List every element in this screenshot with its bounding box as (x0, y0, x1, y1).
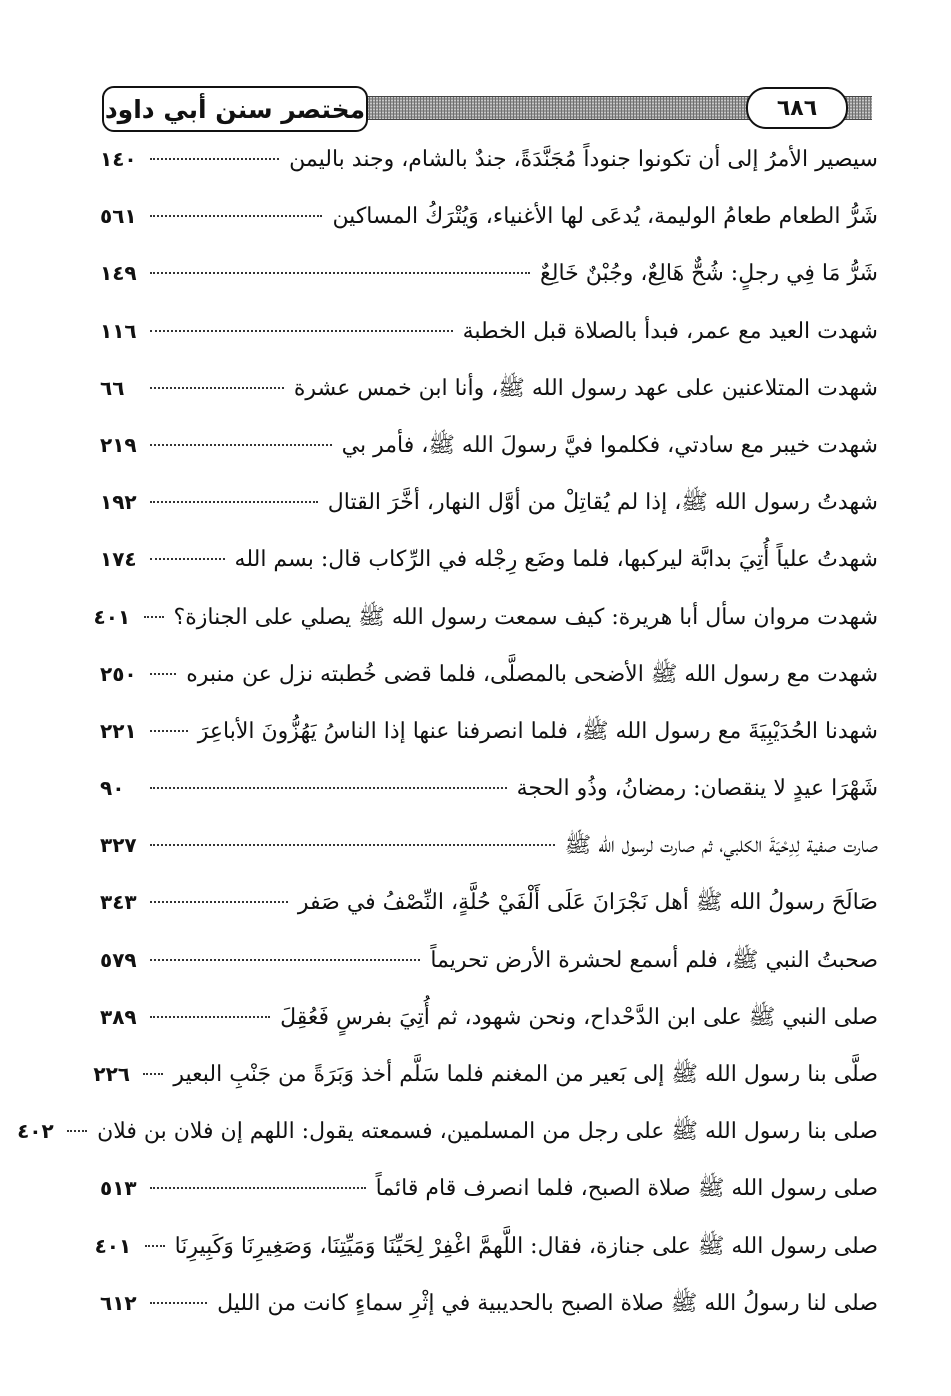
entry-page-number: ٢٢٦ (93, 1062, 130, 1086)
entry-page-number: ١٤٠ (100, 147, 137, 171)
dot-leader (150, 730, 188, 732)
dot-leader (143, 1073, 163, 1075)
index-entry (100, 941, 878, 998)
dot-leader (150, 272, 530, 274)
entry-page-number: ٢٥٠ (100, 661, 137, 686)
entry-text: صلى رسول الله ﷺ على جنازة، فقال: اللَّهمَّ اغْفِرْ لِحَيِّنَا وَمَيِّتِنَا، وَصَغِيرِنَا وَكَبِيرِنَا (174, 1233, 878, 1259)
entry-text: شهدنا الحُدَيْبِيَةَ مع رسول الله ﷺ، فلما انصرفنا عنها إذا الناسُ يَهُزُّونَ الأباعِرَ (197, 718, 878, 744)
index-entry (100, 483, 878, 540)
index-entry (100, 312, 878, 369)
book-title: مختصر سنن أبي داود (102, 86, 368, 132)
entry-page-number: ٩٠ (100, 776, 125, 801)
index-entry (100, 883, 878, 940)
entry-text: شهدتُ علياً أُتِيَ بدابَّة ليركبها، فلما وضَع رِجْله في الرِّكاب قال: بسم الله (234, 547, 878, 573)
dot-leader (150, 1016, 270, 1018)
entry-page-number: ٦٦ (100, 375, 125, 400)
index-entry (100, 197, 878, 254)
index-entry (100, 540, 878, 597)
entry-text: صلى بنا رسول الله ﷺ على رجل من المسلمين، فسمعته يقول: اللهم إن فلان بن فلان (97, 1119, 878, 1145)
index-entries (17, 140, 878, 1341)
index-entry (94, 1227, 878, 1284)
entry-text: شَرُّ الطعام طعامُ الوليمة، يُدعَى لها الأغنياء، وَيُتْرَكُ المساكين (332, 204, 878, 230)
entry-page-number: ١٩٢ (100, 490, 137, 515)
entry-text: شهدت خيبر مع سادتي، فكلموا فيَّ رسولَ الله ﷺ، فأمر بي (341, 432, 878, 458)
dot-leader (150, 158, 279, 160)
dot-leader (150, 673, 176, 675)
dot-leader (145, 1245, 165, 1247)
entry-text: صحبتُ النبي ﷺ، فلم أسمع لحشرة الأرض تحريماً (430, 947, 878, 973)
entry-page-number: ٣٢٧ (100, 833, 137, 858)
entry-page-number: ١١٦ (100, 318, 137, 343)
dot-leader (150, 215, 322, 217)
index-entry (100, 655, 878, 712)
dot-leader (150, 501, 318, 503)
entry-text: شهدت العيد مع عمر، فبدأ بالصلاة قبل الخطبة (462, 318, 878, 344)
entry-page-number: ٤٠٢ (17, 1119, 54, 1144)
page-header (102, 86, 872, 134)
dot-leader (67, 1130, 87, 1132)
index-entry (100, 826, 878, 883)
entry-page-number: ٦١٢ (100, 1290, 137, 1315)
index-entry (93, 1055, 878, 1112)
dot-leader (150, 901, 288, 903)
entry-page-number: ٣٨٩ (100, 1004, 137, 1029)
index-entry (100, 426, 878, 483)
entry-page-number: ٤٠١ (93, 604, 131, 629)
entry-text: سيصير الأمرُ إلى أن تكونوا جنوداً مُجَنَّدَةً، جندٌ بالشام، وجند باليمن (289, 147, 878, 172)
index-entry (93, 598, 878, 655)
dot-leader (150, 330, 453, 332)
entry-text: صَالَحَ رسولُ الله ﷺ أهل نَجْرَانَ عَلَى أَلْفَيْ حُلَّةٍ، النِّصْفُ في صَفر (297, 890, 878, 916)
index-entry (100, 1284, 878, 1341)
entry-text: شَهْرَا عيدٍ لا ينقصان: رمضانُ، وذُو الحجة (516, 776, 878, 802)
entry-text: صلى لنا رسولُ الله ﷺ صلاة الصبح بالحديبية في إثْرِ سماءٍ كانت من الليل (217, 1290, 878, 1316)
entry-page-number: ٥٧٩ (100, 947, 137, 972)
entry-text: شهدت المتلاعنين على عهد رسول الله ﷺ، وأنا ابن خمس عشرة (293, 375, 878, 401)
entry-page-number: ٢١٩ (100, 432, 137, 457)
dot-leader (150, 1302, 207, 1304)
entry-text: شهدت مروان سأل أبا هريرة: كيف سمعت رسول الله ﷺ يصلي على الجنازة؟ (173, 604, 878, 630)
entry-text: صلى رسول الله ﷺ صلاة الصبح، فلما انصرف قام قائماً (375, 1176, 878, 1202)
page-number: ٦٨٦ (746, 87, 848, 129)
entry-page-number: ٣٤٣ (100, 890, 137, 915)
dot-leader (150, 959, 420, 961)
index-entry (100, 140, 878, 197)
entry-text: صلَّى بنا رسول الله ﷺ إلى بَعير من المغنم فلما سَلَّم أخذ وَبَرَةً من جَنْبِ البعير (173, 1062, 878, 1087)
index-entry (100, 254, 878, 311)
dot-leader (144, 616, 164, 618)
entry-text: شهدتُ رسول الله ﷺ، إذا لم يُقاتِلْ من أوَّل النهار، أخَّرَ القتال (327, 490, 878, 516)
dot-leader (150, 444, 332, 446)
entry-text: صارت صفية لِدِحْيَةَ الكلبي، ثم صارت لرسول الله ﷺ (564, 833, 878, 859)
dot-leader (150, 787, 507, 789)
index-entry (100, 712, 878, 769)
dot-leader (150, 844, 555, 846)
dot-leader (150, 1187, 366, 1189)
entry-text: صلى النبي ﷺ على ابن الدَّحْداح، ونحن شهود، ثم أُتِيَ بفرسٍ فَعُقِلَ (280, 1004, 878, 1030)
index-entry (100, 369, 878, 426)
entry-page-number: ١٤٩ (100, 261, 137, 286)
index-entry (17, 1112, 878, 1169)
index-entry (100, 998, 878, 1055)
index-entry (100, 1169, 878, 1226)
entry-page-number: ٥٦١ (100, 204, 137, 229)
entry-text: شهدت مع رسول الله ﷺ الأضحى بالمصلَّى، فلما قضى خُطبته نزل عن منبره (186, 661, 878, 687)
entry-page-number: ٤٠١ (94, 1233, 132, 1258)
dot-leader (150, 558, 225, 560)
index-entry (100, 769, 878, 826)
entry-text: شَرُّ مَا فِي رجلٍ: شُحٌّ هَالِعٌ، وجُبْنٌ خَالِعٌ (540, 261, 878, 287)
entry-page-number: ٢٢١ (100, 718, 137, 743)
entry-page-number: ٥١٣ (100, 1176, 137, 1201)
entry-page-number: ١٧٤ (100, 547, 137, 572)
dot-leader (150, 387, 284, 389)
